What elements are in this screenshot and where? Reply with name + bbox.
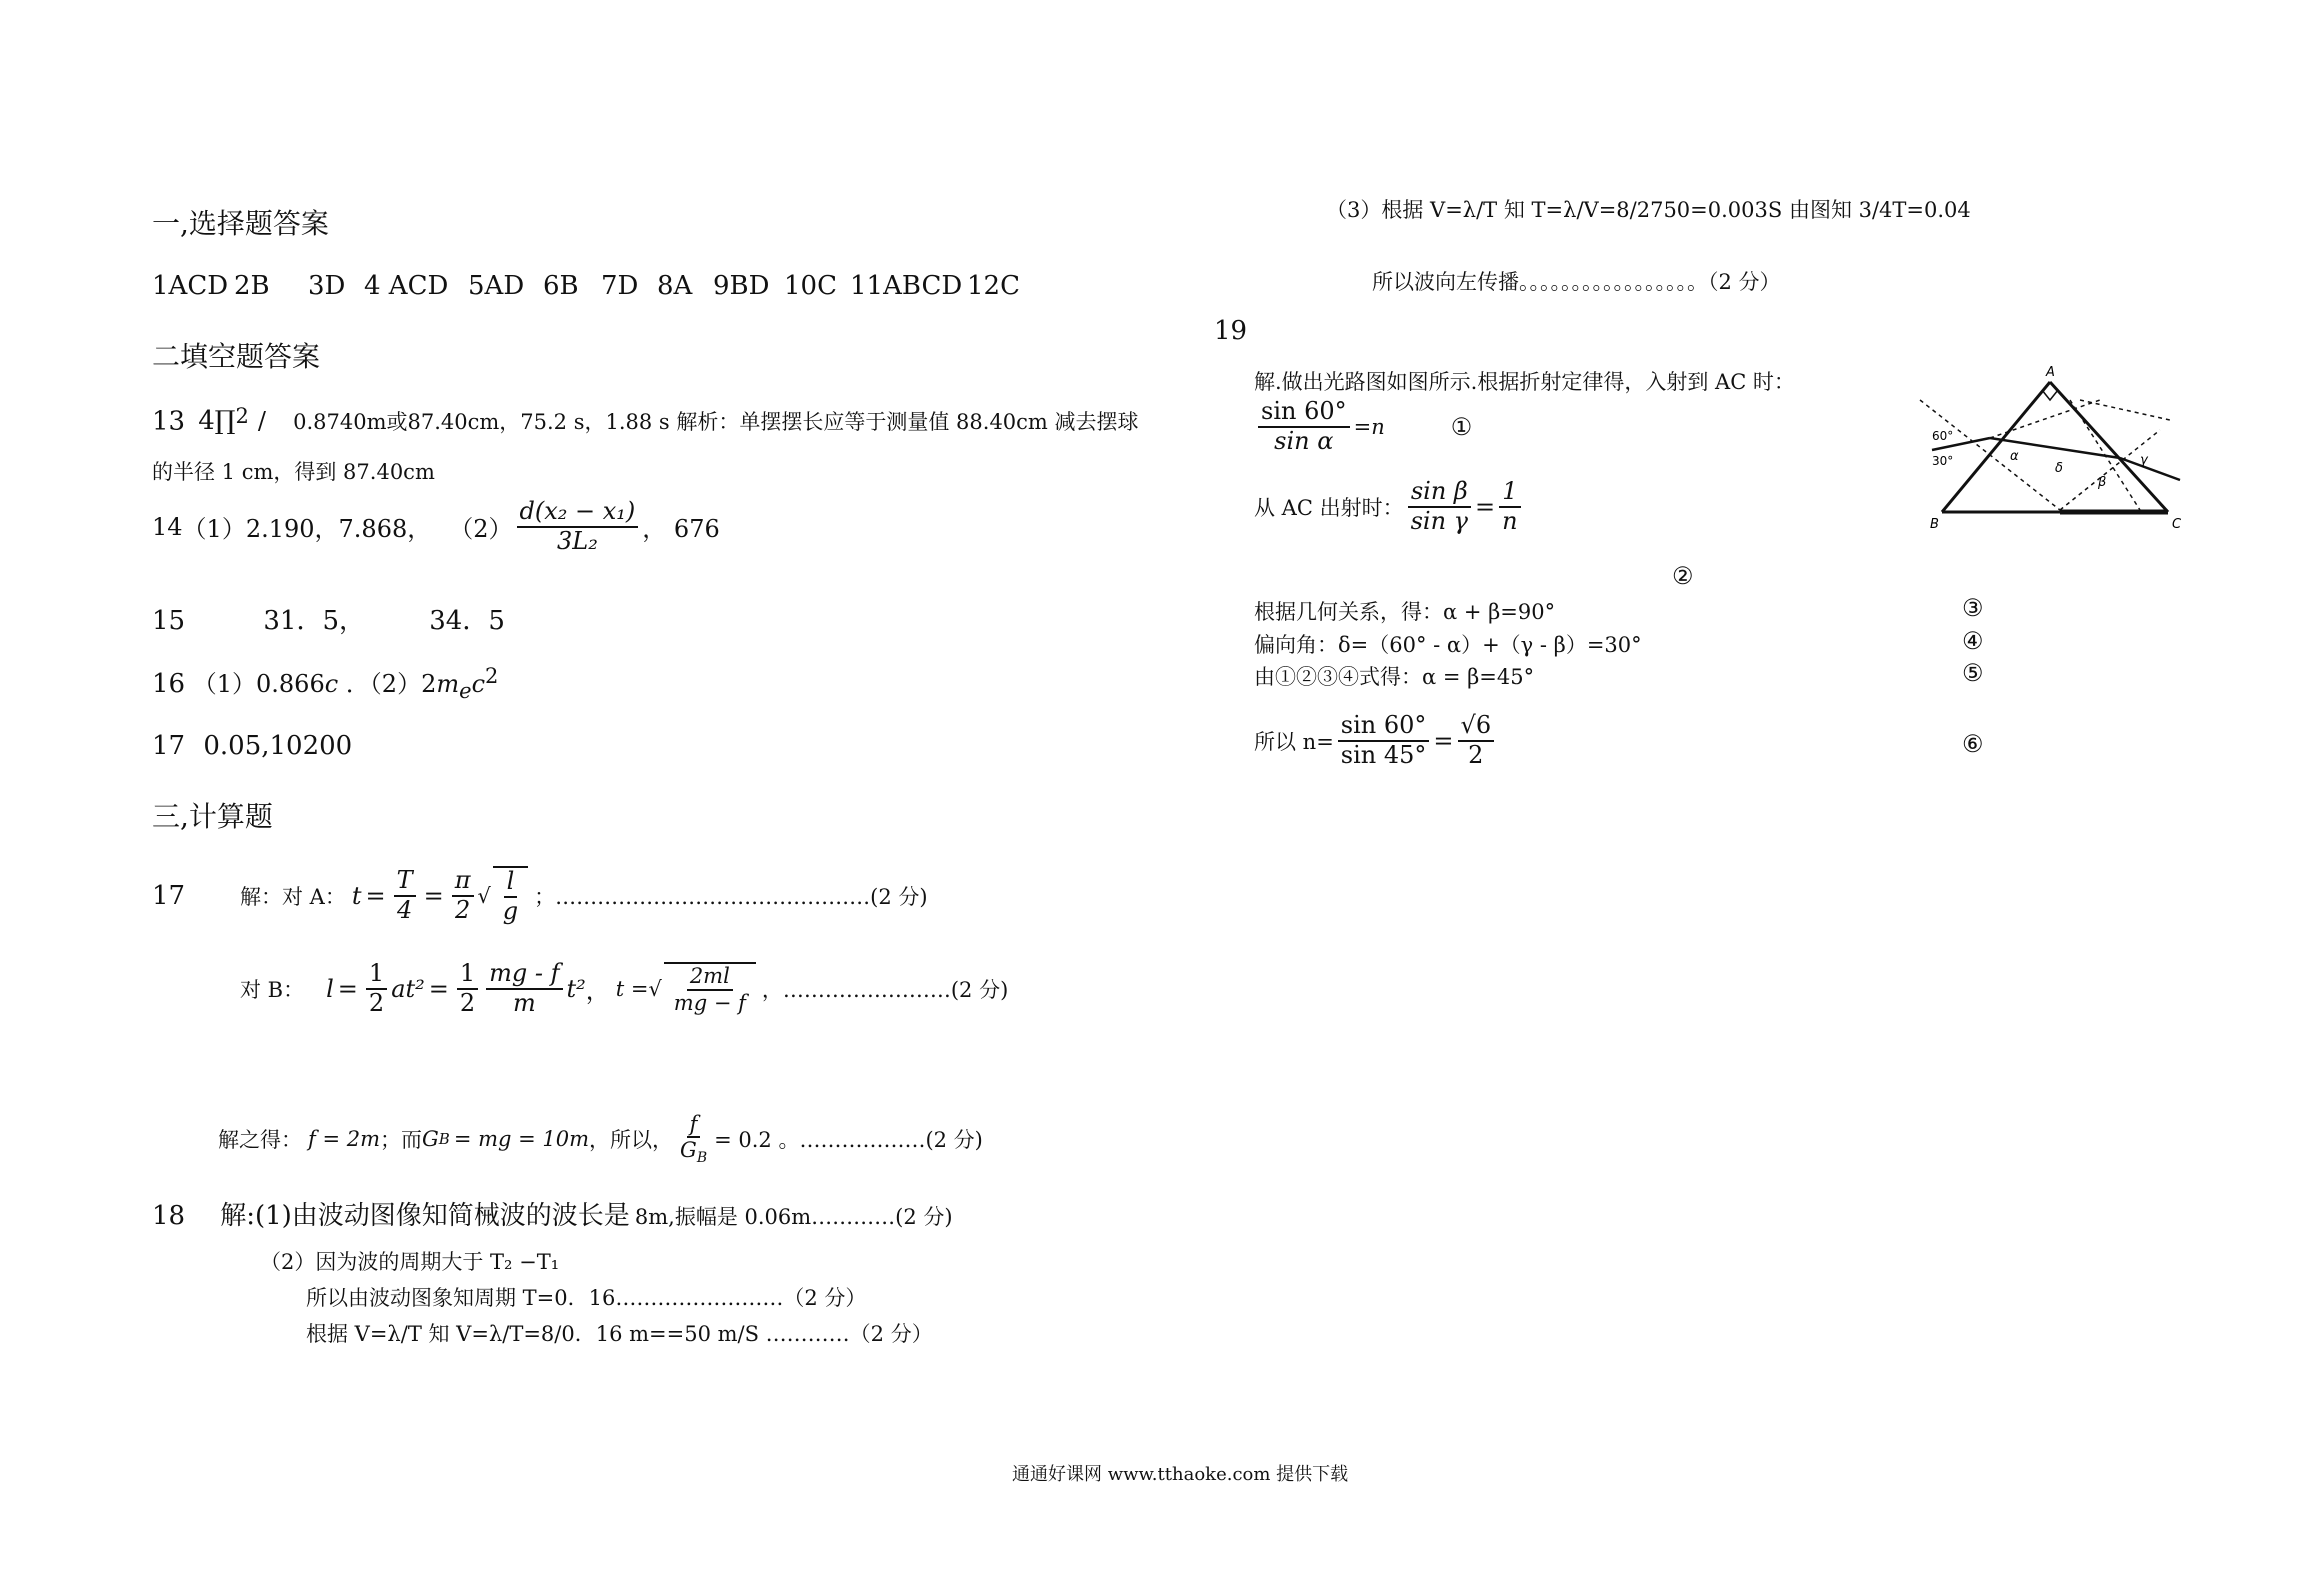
answer-3: 3D [308,271,346,301]
q16 [152,664,498,703]
q18-line2: （2）因为波的周期大于 T₂ −T₁ [260,1250,560,1274]
q17-b-eq: = [337,974,358,1003]
answer-12: 12C [967,271,1020,301]
q19-eq2-frac [1408,478,1471,535]
q17-b-sqrt-frac [671,964,749,1014]
q15 [152,600,505,637]
q17-b-2: 2 [368,988,385,1017]
q16-part1: （1）0.866 [192,670,325,698]
q17-frac-G-sub: B [696,1150,708,1167]
q18-line1 [152,1195,953,1232]
label-beta: β [2098,475,2107,490]
q19-mark3: ③ [1962,594,1984,622]
q19-eq2-num: sin β [1408,478,1471,508]
q13-number: 13 [152,406,186,437]
prism-side-ab [1942,382,2050,512]
q19-eq5: 由①②③④式得：α = β=45° [1254,665,1535,689]
answer-5: 5AD [468,271,525,301]
q17-b-1b: 1 [457,960,478,990]
q18-line3: 所以由波动图象知周期 T=0．16……………………（2 分） [306,1286,867,1310]
answer-2: 2B [234,271,270,301]
page-footer: 通通好课网 www.tthaoke.com 提供下载 [1012,1464,1349,1485]
q19-eq4: 偏向角：δ=（60° - α）+（γ - β）=30° [1254,633,1642,657]
q19-intro: 解.做出光路图如图所示.根据折射定律得，入射到 AC 时： [1254,370,1795,394]
q19-mark2: ② [1672,562,1694,590]
label-b: B [1930,517,1939,532]
q18-line1-a: 解:(1)由波动图像知简械波的波长是 [220,1201,630,1231]
q17-frac-G-letter: G [680,1138,697,1163]
q19-eq6-frac [1338,712,1430,769]
q17-b-at: at² [391,974,425,1003]
label-60: 60° [1932,429,1954,443]
right-angle-icon [2042,390,2058,400]
q14-fraction [517,498,639,555]
q19-eq2-den: sin γ [1410,506,1469,535]
q14-fraction-den: 3L₂ [556,526,598,555]
q19-mark6: ⑥ [1962,730,1984,758]
q14-fraction-num: d(x₂ − x₁) [517,498,639,528]
q14-tail: ， 676 [642,515,720,544]
q17-part-b-label: 对 B： [240,977,305,1002]
q17-f-eq: f = 2m [308,1127,380,1152]
answer-4: 4 ACD [364,271,449,301]
q18-part4: 所以波向左传播。。。。。。。。。。。。。。。。。（2 分） [1372,270,1781,294]
q18-number: 18 [152,1201,186,1231]
q17-b-sqrt-den: mg − f [673,990,746,1015]
q17-eq1: = [365,881,386,910]
q17-T-over-4 [394,867,416,924]
extension-2 [2080,400,2170,420]
answer-11: 11ABCD [850,271,963,301]
q19-eq6-num: sin 60° [1338,712,1430,742]
q17-t: t [351,881,362,910]
sqrt-icon-b: √ [648,976,662,1001]
section1-title: 一,选择题答案 [152,207,329,240]
q14-part2: （2） [449,515,513,544]
q13-formula: 4∏ [198,406,236,437]
q17-b-eq2: = [428,974,449,1003]
section2-title: 二填空题答案 [152,340,321,373]
q17-G: G [422,1127,439,1152]
q17-b-l: l [326,974,334,1003]
answer-10: 10C [784,271,837,301]
q17-b-sqrt-num: 2ml [687,964,733,990]
q17-solve [218,1112,983,1166]
q17-eq2: = [423,881,444,910]
prism-diagram [1910,360,2190,540]
q13-formula-sup: 2 [235,404,249,428]
q19-eq1-num: sin 60° [1258,398,1350,428]
q17-T: T [394,867,416,897]
q18-line4: 根据 V=λ/T 知 V=λ/T=8/0．16 m==50 m/S …………（2 分） [306,1322,933,1346]
q16-m: m [436,670,460,698]
label-alpha: α [2010,449,2019,464]
q17-part-a-tail: ；………………………………………(2 分) [534,884,928,909]
q19-eq6 [1254,712,1498,769]
q19-eq2-rfrac [1499,478,1520,535]
q17-and: ；而 [380,1128,422,1153]
q17-result: = 0.2 。………………(2 分) [714,1128,983,1153]
q13-line1 [152,404,1139,436]
q14 [152,498,720,555]
q19-eq1-frac [1258,398,1350,455]
q19-eq2-rnum: 1 [1499,478,1520,508]
q16-c: c [324,670,339,698]
q17-b-1: 1 [366,960,387,990]
q17-b-frac [486,960,562,1017]
q19-number: 19 [1214,316,1248,346]
q16-e: e [459,678,472,703]
answer-8: 8A [657,271,693,301]
answer-7: 7D [601,271,639,301]
q17-solve-label: 解之得： [218,1128,302,1153]
q17-f-over-G [677,1112,710,1166]
q17-part-a-label: 解：对 A： [240,884,346,909]
q17-b-2b: 2 [459,988,476,1017]
answer-6: 6B [543,271,579,301]
q17-sqrt [493,866,528,925]
q15-answer-a: 31．5， [263,606,365,636]
q17-part-b-tail: ，……………………(2 分) [761,977,1009,1002]
q18-line1-b: 8m,振幅是 0.06m…………(2 分) [634,1205,953,1229]
q17-number: 17 [152,880,186,911]
q17-b-comma: ， [585,977,610,1006]
q19-eq6-rnum: √6 [1458,712,1495,742]
q19-eq2 [1254,478,1525,535]
answer-9: 9BD [713,271,770,301]
q19-eq2-label: 从 AC 出射时： [1254,495,1404,520]
choice-answers [152,271,1020,301]
q16-number: 16 [152,669,186,699]
q17-b-t: t = [615,976,649,1001]
q17-b-num: mg - f [486,960,562,990]
q15-number: 15 [152,606,186,636]
q13-line2: 的半径 1 cm，得到 87.40cm [152,460,435,484]
q16-sup: 2 [485,664,499,688]
q19-eq6-label: 所以 n= [1254,729,1334,754]
q17-pi-over-2 [452,867,474,924]
q17-l: l [504,868,518,898]
q19-eq6-equals: = [1433,726,1454,755]
label-a: A [2046,365,2055,380]
q17-fill-answer: 0.05,10200 [203,731,353,761]
label-c: C [2172,517,2182,532]
q17-4: 4 [396,895,413,924]
q13-slash: / [257,407,266,436]
label-gamma: γ [2140,453,2148,468]
q17-b-t2: t² [566,974,586,1003]
q19-eq6-den: sin 45° [1340,740,1427,769]
q17-b-half2 [457,960,478,1017]
q17-G-sub: B [438,1130,450,1149]
label-30: 30° [1932,454,1954,468]
sqrt-icon: √ [477,883,491,908]
q17-b-half [366,960,387,1017]
q14-number: 14 [152,512,183,541]
q18-part3: （3）根据 V=λ/T 知 T=λ/V=8/2750=0.003S 由图知 3/4T=0.04 [1326,198,1971,222]
q17-2: 2 [454,895,471,924]
q17-frac-f: f [687,1112,701,1138]
label-delta: δ [2055,461,2063,476]
q19-eq1 [1254,398,1472,455]
q19-eq3: 根据几何关系，得：α + β=90° [1254,600,1556,624]
q17-part-b [240,960,1008,1017]
q14-part1: （1）2.190，7.868， [182,515,432,544]
prism-side-ac [2050,382,2168,512]
q17-part-a [152,866,928,925]
answer-1: 1ACD [152,271,229,301]
q13-text: 0.8740m或87.40cm，75.2 s，1.88 s 解析：单摆摆长应等于测量值 88.40cm 减去摆球 [293,410,1139,435]
q17-g: g [502,896,519,925]
q16-c2: c [471,670,486,698]
q17-b-den: m [512,988,536,1017]
normal-3 [2060,430,2160,510]
q17-pi: π [452,867,474,897]
section3-title: 三,计算题 [152,800,273,833]
q17-fill-number: 17 [152,731,186,761]
q15-answer-b: 34．5 [429,606,505,636]
q19-eq6-rfrac [1458,712,1495,769]
q19-mark4: ④ [1962,627,1984,655]
q19-mark1: ① [1450,412,1473,441]
q19-eq2-equals: = [1475,492,1496,521]
q17-so: ，所以， [589,1128,674,1153]
q19-eq6-rden: 2 [1468,740,1484,769]
q19-eq1-den: sin α [1274,426,1334,455]
q19-eq2-rden: n [1502,506,1518,535]
q19-eq1-rhs: =n [1353,414,1385,439]
q17-G-rest: = mg = 10m [453,1127,590,1152]
q17-l-over-g [500,868,521,925]
q17-b-sqrt [664,962,756,1014]
q16-part2: ．（2）2 [345,670,437,698]
q17-frac-G [677,1138,710,1166]
q17-fill [152,731,352,761]
q19-mark5: ⑤ [1962,659,1984,687]
